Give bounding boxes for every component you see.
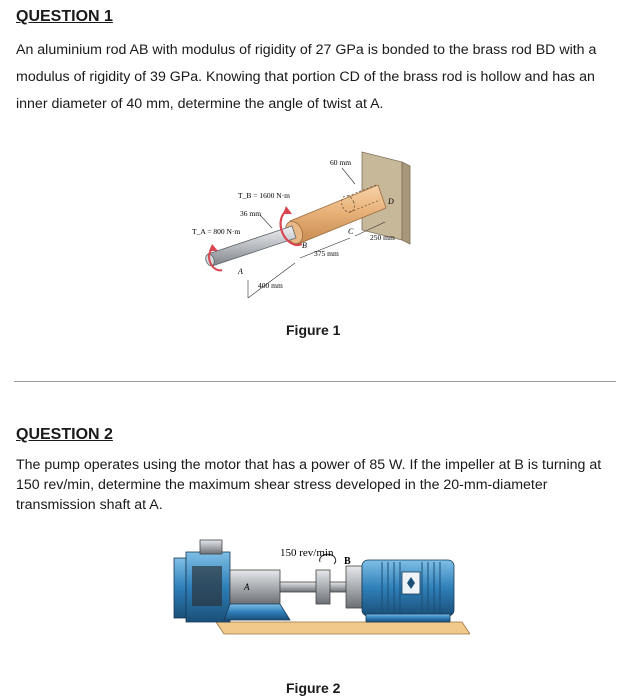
torque-arrowhead-a [209, 244, 218, 251]
motor-flange [346, 566, 362, 608]
label-point-a-fig2: A [244, 582, 250, 592]
label-len-bc: 375 mm [314, 249, 339, 258]
figure-2-caption: Figure 2 [286, 680, 341, 696]
label-len-ab: 400 mm [258, 281, 283, 290]
label-torque-b: T_B = 1600 N·m [238, 191, 290, 200]
label-point-c: C [348, 227, 354, 236]
section-divider [14, 381, 616, 382]
label-point-d: D [388, 197, 394, 206]
label-inner-dia: 36 mm [240, 209, 262, 218]
figure-2-diagram [170, 530, 470, 642]
base-plate [216, 622, 470, 634]
question-1-heading: QUESTION 1 [16, 8, 113, 25]
question-2-body: The pump operates using the motor that has a power of 85 W. If the impeller at B is turning at 150 rev/min, determine the maximum shear stress developed in the 20-mm-diameter transmission shaft at A. [16, 457, 602, 513]
question-1-body: An aluminium rod AB with modulus of rigidity of 27 GPa is bonded to the brass rod BD with a modulus of rigidity of 39 GPa. Knowing that portion CD of the brass rod is hollow and has an inner diameter of 40 mm, determine the angle of twist at A. [16, 42, 597, 112]
question-2-heading: QUESTION 2 [16, 426, 113, 443]
label-outer-dia: 60 mm [330, 158, 352, 167]
label-point-b-fig2: B [344, 556, 351, 567]
coupling [316, 570, 330, 604]
figure-1-diagram [180, 148, 420, 308]
label-point-b: B [302, 241, 307, 250]
label-len-cd: 250 mm [370, 233, 395, 242]
label-torque-a: T_A = 800 N·m [192, 227, 241, 236]
pump-body [174, 540, 290, 622]
figure-1-caption: Figure 1 [286, 322, 341, 338]
electric-motor [362, 560, 454, 622]
label-point-a: A [238, 267, 243, 276]
torque-arrowhead-b [283, 206, 292, 214]
label-speed: 150 rev/min [280, 547, 334, 559]
